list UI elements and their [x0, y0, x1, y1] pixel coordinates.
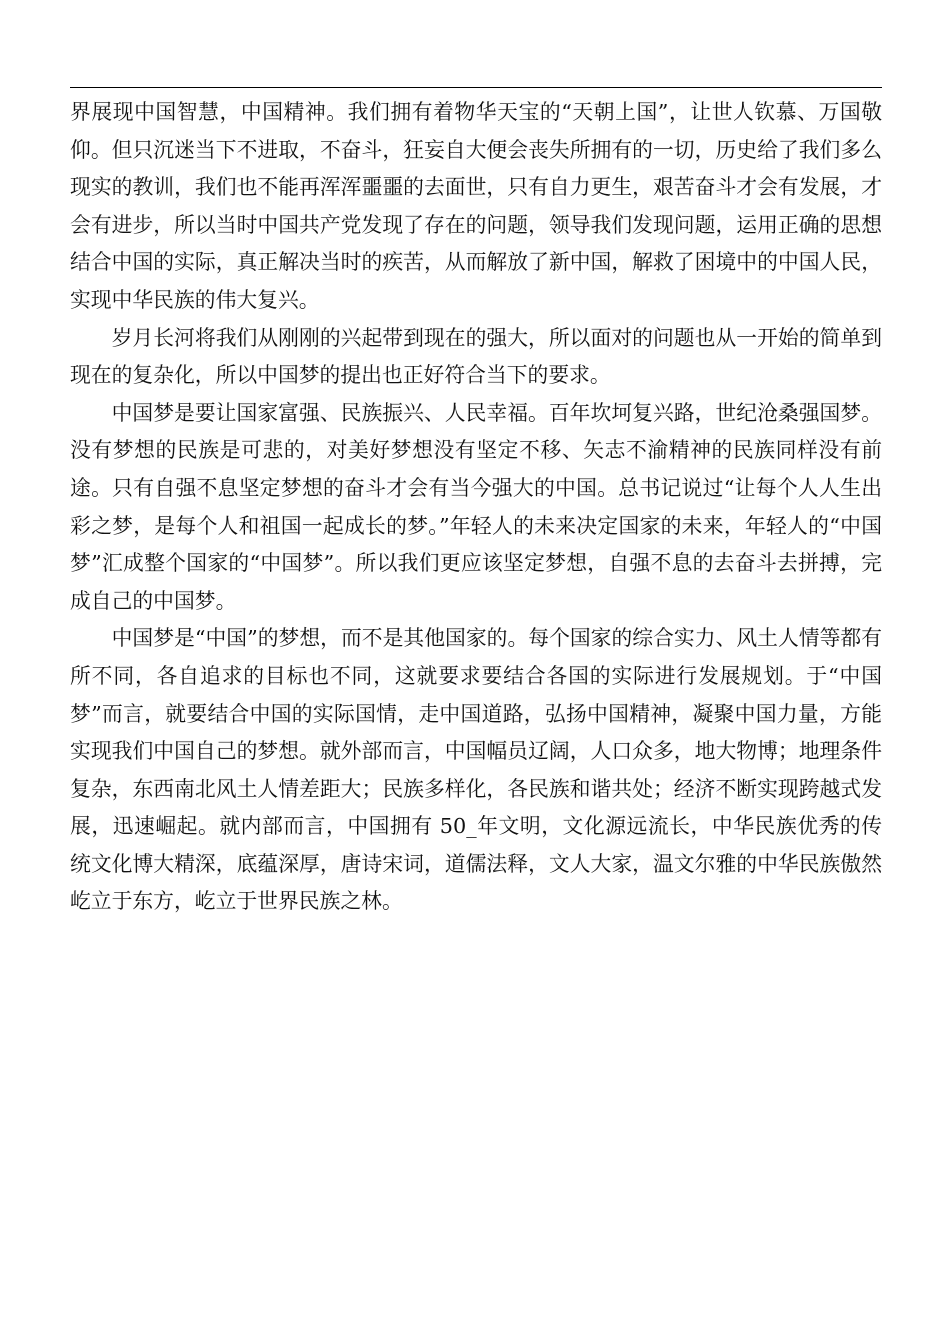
paragraph-3: 中国梦是要让国家富强、民族振兴、人民幸福。百年坎坷复兴路，世纪沧桑强国梦。没有梦想的民族是可悲的，对美好梦想没有坚定不移、矢志不渝精神的民族同样没有前途。只有自强不息坚定梦想的奋斗才会有当今强大的中国。总书记说过“让每个人人生出彩之梦，是每个人和祖国一起成长的梦。”年轻人的未来决定国家的未来，年轻人的“中国梦”汇成整个国家的“中国梦”。所以我们更应该坚定梦想，自强不息的去奋斗去拼搏，完成自己的中国梦。	[70, 400, 882, 613]
paragraph-2: 岁月长河将我们从刚刚的兴起带到现在的强大，所以面对的问题也从一开始的简单到现在的复杂化，所以中国梦的提出也正好符合当下的要求。	[70, 325, 882, 388]
header-rule	[70, 87, 882, 88]
document-body	[70, 94, 882, 921]
paragraph-4: 中国梦是“中国”的梦想，而不是其他国家的。每个国家的综合实力、风土人情等都有所不同，各自追求的目标也不同，这就要求要结合各国的实际进行发展规划。于“中国梦”而言，就要结合中国的实际国情，走中国道路，弘扬中国精神，凝聚中国力量，方能实现我们中国自己的梦想。就外部而言，中国幅员辽阔，人口众多，地大物博；地理条件复杂，东西南北风土人情差距大；民族多样化，各民族和谐共处；经济不断实现跨越式发展，迅速崛起。就内部而言，中国拥有 50_年文明，文化源远流长，中华民族优秀的传统文化博大精深，底蕴深厚，唐诗宋词，道儒法释，文人大家，温文尔雅的中华民族傲然屹立于东方，屹立于世界民族之林。	[70, 626, 882, 914]
paragraph-1: 界展现中国智慧，中国精神。我们拥有着物华天宝的“天朝上国”，让世人钦慕、万国敬仰。但只沉迷当下不进取，不奋斗，狂妄自大便会丧失所拥有的一切，历史给了我们多么现实的教训，我们也不能再浑浑噩噩的去面世，只有自力更生，艰苦奋斗才会有发展，才会有进步，所以当时中国共产党发现了存在的问题，领导我们发现问题，运用正确的思想结合中国的实际，真正解决当时的疾苦，从而解放了新中国，解救了困境中的中国人民，实现中华民族的伟大复兴。	[70, 100, 882, 312]
